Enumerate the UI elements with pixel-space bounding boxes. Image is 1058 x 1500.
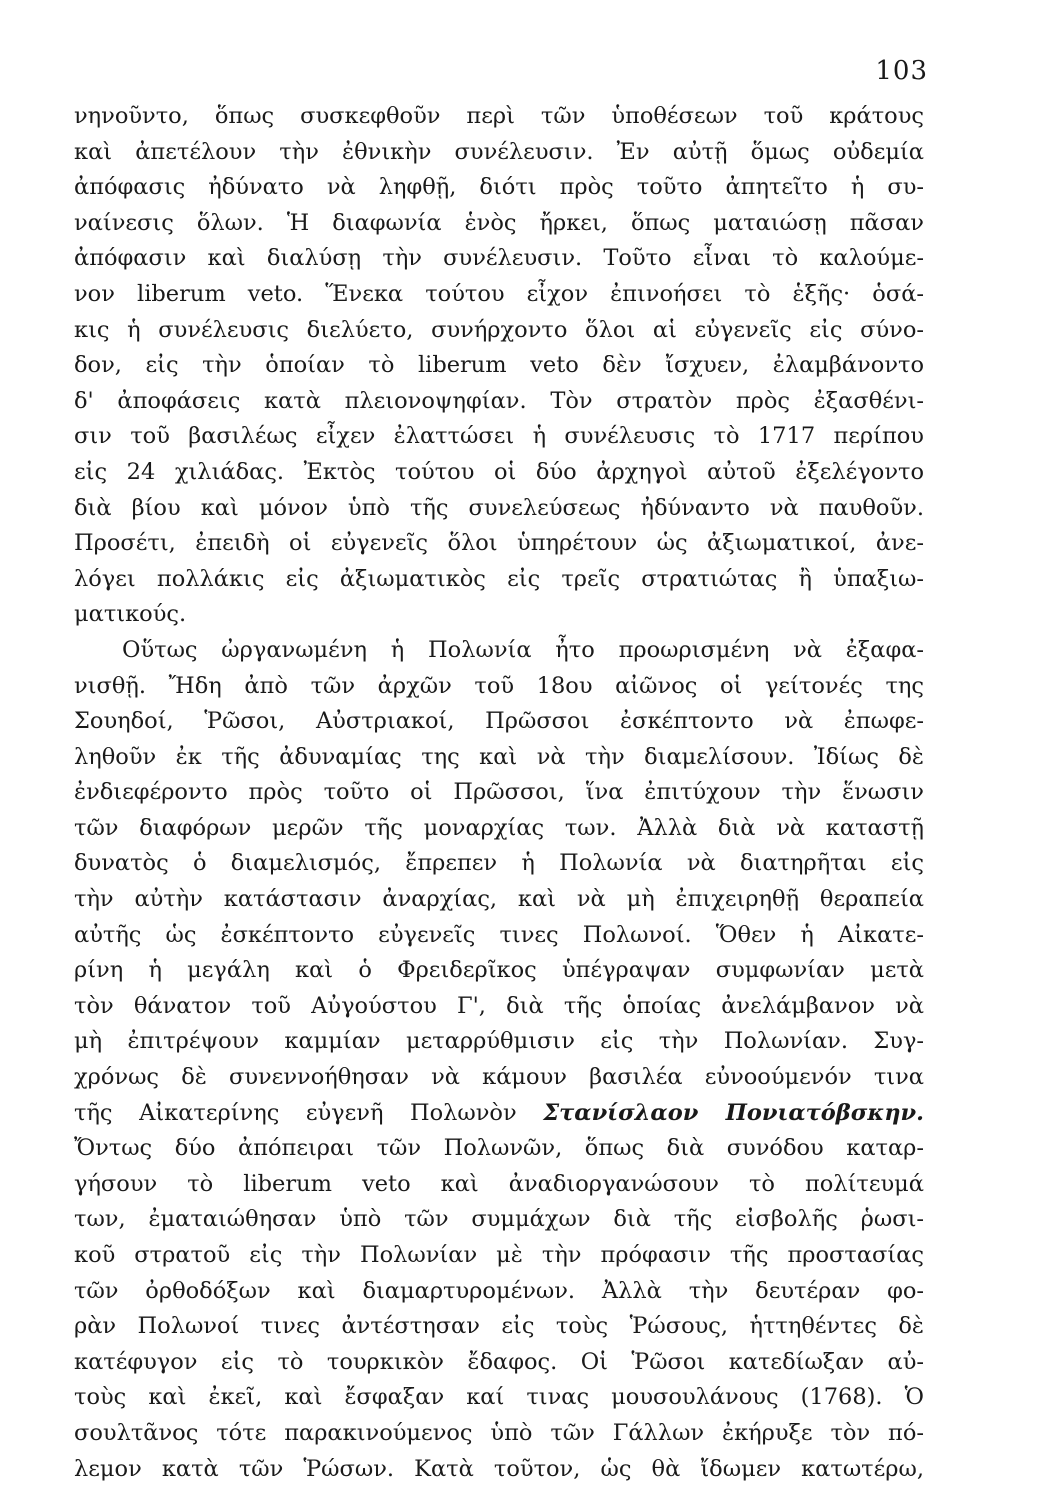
text-line: ἀπόφασιν καὶ διαλύσῃ τὴν συνέλευσιν. Τοῦτο εἶναι τὸ καλούμε- — [74, 245, 924, 272]
text-line: δυνατὸς ὁ διαμελισμός, ἔπρεπεν ἡ Πολωνία νὰ διατηρῆται εἰς — [74, 850, 924, 877]
text-line: κοῦ στρατοῦ εἰς τὴν Πολωνίαν μὲ τὴν πρόφασιν τῆς προστασίας — [74, 1242, 924, 1268]
text-line: Ὄντως δύο ἀπόπειραι τῶν Πολωνῶν, ὅπως διὰ συνόδου καταρ- — [74, 1135, 924, 1162]
text-line: χρόνως δὲ συνεννοήθησαν νὰ κάμουν βασιλέα εὐνοούμενόν τινα — [74, 1064, 924, 1091]
text-line: κις ἡ συνέλευσις διελύετο, συνήρχοντο ὅλοι αἱ εὐγενεῖς εἰς σύνο- — [74, 316, 924, 343]
text-line: λόγει πολλάκις εἰς ἀξιωματικὸς εἰς τρεῖς στρατιώτας ἢ ὑπαξιω- — [74, 565, 924, 592]
text-line: εἰς 24 χιλιάδας. Ἐκτὸς τούτου οἱ δύο ἀρχηγοὶ αὐτοῦ ἐξελέγοντο — [74, 458, 924, 485]
text-line: Οὕτως ὠργανωμένη ἡ Πολωνία ἦτο προωρισμένη νὰ ἐξαφα- — [122, 636, 924, 663]
text-line: λεμον κατὰ τῶν Ῥώσων. Κατὰ τοῦτον, ὡς θὰ ἴδωμεν κατωτέρω, — [74, 1455, 924, 1482]
emphasized-name: Στανίσλαον Πονιατόβσκην. — [543, 1099, 924, 1126]
text-line: μὴ ἐπιτρέψουν καμμίαν μεταρρύθμισιν εἰς τὴν Πολωνίαν. Συγ- — [74, 1028, 924, 1055]
text-line: τὸν θάνατον τοῦ Αὐγούστου Γ', διὰ τῆς ὁποίας ἀνελάμβανον νὰ — [74, 992, 924, 1019]
text-line: τὴν αὐτὴν κατάστασιν ἀναρχίας, καὶ νὰ μὴ ἐπιχειρηθῇ θεραπεία — [74, 886, 924, 913]
text-line: νισθῇ. Ἤδη ἀπὸ τῶν ἀρχῶν τοῦ 18ου αἰῶνος οἱ γείτονές της — [74, 672, 924, 699]
text-line: ναίνεσις ὅλων. Ἡ διαφωνία ἑνὸς ἤρκει, ὅπως ματαιώσῃ πᾶσαν — [74, 209, 924, 236]
text-line: σουλτᾶνος τότε παρακινούμενος ὑπὸ τῶν Γάλλων ἐκήρυξε τὸν πό- — [74, 1419, 924, 1446]
text-line: νον liberum veto. Ἕνεκα τούτου εἶχον ἐπινοήσει τὸ ἑξῆς· ὁσά- — [74, 280, 924, 307]
text-line: ματικούς. — [74, 601, 187, 628]
text-line: σιν τοῦ βασιλέως εἶχεν ἐλαττώσει ἡ συνέλευσις τὸ 1717 περίπου — [74, 423, 924, 450]
body-text — [74, 99, 924, 1487]
text-line: νηνοῦντο, ὅπως συσκεφθοῦν περὶ τῶν ὑποθέσεων τοῦ κράτους — [74, 103, 924, 129]
text-line: ρὰν Πολωνοί τινες ἀντέστησαν εἰς τοὺς Ῥώσους, ἡττηθέντες δὲ — [74, 1313, 924, 1340]
page-number: 103 — [875, 56, 928, 86]
text-line: τοὺς καὶ ἐκεῖ, καὶ ἔσφαξαν καί τινας μουσουλάνους (1768). Ὁ — [74, 1384, 924, 1411]
text-line: Προσέτι, ἐπειδὴ οἱ εὐγενεῖς ὅλοι ὑπηρέτουν ὡς ἀξιωματικοί, ἀνε- — [74, 530, 924, 557]
text-line: τῶν διαφόρων μερῶν τῆς μοναρχίας των. Ἀλλὰ διὰ νὰ καταστῇ — [74, 814, 924, 841]
text-line: δ' ἀποφάσεις κατὰ πλειονοψηφίαν. Τὸν στρατὸν πρὸς ἐξασθένι- — [74, 387, 924, 414]
text-line: ἀπόφασις ἠδύνατο νὰ ληφθῇ, διότι πρὸς τοῦτο ἀπητεῖτο ἡ συ- — [74, 174, 924, 201]
text-line: αὐτῆς ὡς ἐσκέπτοντο εὐγενεῖς τινες Πολωνοί. Ὅθεν ἡ Αἰκατε- — [74, 921, 924, 948]
text-line: δον, εἰς τὴν ὁποίαν τὸ liberum veto δὲν ἴσχυεν, ἐλαμβάνοντο — [74, 352, 924, 379]
text-line: ληθοῦν ἐκ τῆς ἀδυναμίας της καὶ νὰ τὴν διαμελίσουν. Ἰδίως δὲ — [74, 743, 924, 770]
text-line: ρίνη ἡ μεγάλη καὶ ὁ Φρειδερῖκος ὑπέγραψαν συμφωνίαν μετὰ — [74, 957, 924, 984]
text-line: τῶν ὀρθοδόξων καὶ διαμαρτυρομένων. Ἀλλὰ τὴν δευτέραν φο- — [74, 1277, 924, 1304]
text-line: των, ἐματαιώθησαν ὑπὸ τῶν συμμάχων διὰ τῆς εἰσβολῆς ῥωσι- — [74, 1206, 924, 1233]
text-line: ἐνδιεφέροντο πρὸς τοῦτο οἱ Πρῶσσοι, ἵνα ἐπιτύχουν τὴν ἕνωσιν — [74, 779, 924, 806]
text-line-start: τῆς Αἰκατερίνης εὐγενῆ Πολωνὸν — [74, 1099, 517, 1126]
text-line-with-emphasis — [74, 1096, 924, 1132]
text-line: Σουηδοί, Ῥῶσοι, Αὐστριακοί, Πρῶσσοι ἐσκέπτοντο νὰ ἐπωφε- — [74, 708, 924, 735]
text-line: κατέφυγον εἰς τὸ τουρκικὸν ἔδαφος. Οἱ Ῥῶσοι κατεδίωξαν αὐ- — [74, 1348, 924, 1375]
text-line: διὰ βίου καὶ μόνον ὑπὸ τῆς συνελεύσεως ἠδύναντο νὰ παυθοῦν. — [74, 494, 924, 521]
text-line: γήσουν τὸ liberum veto καὶ ἀναδιοργανώσουν τὸ πολίτευμά — [74, 1170, 924, 1197]
text-line: καὶ ἀπετέλουν τὴν ἐθνικὴν συνέλευσιν. Ἐν αὐτῇ ὅμως οὐδεμία — [74, 138, 924, 165]
